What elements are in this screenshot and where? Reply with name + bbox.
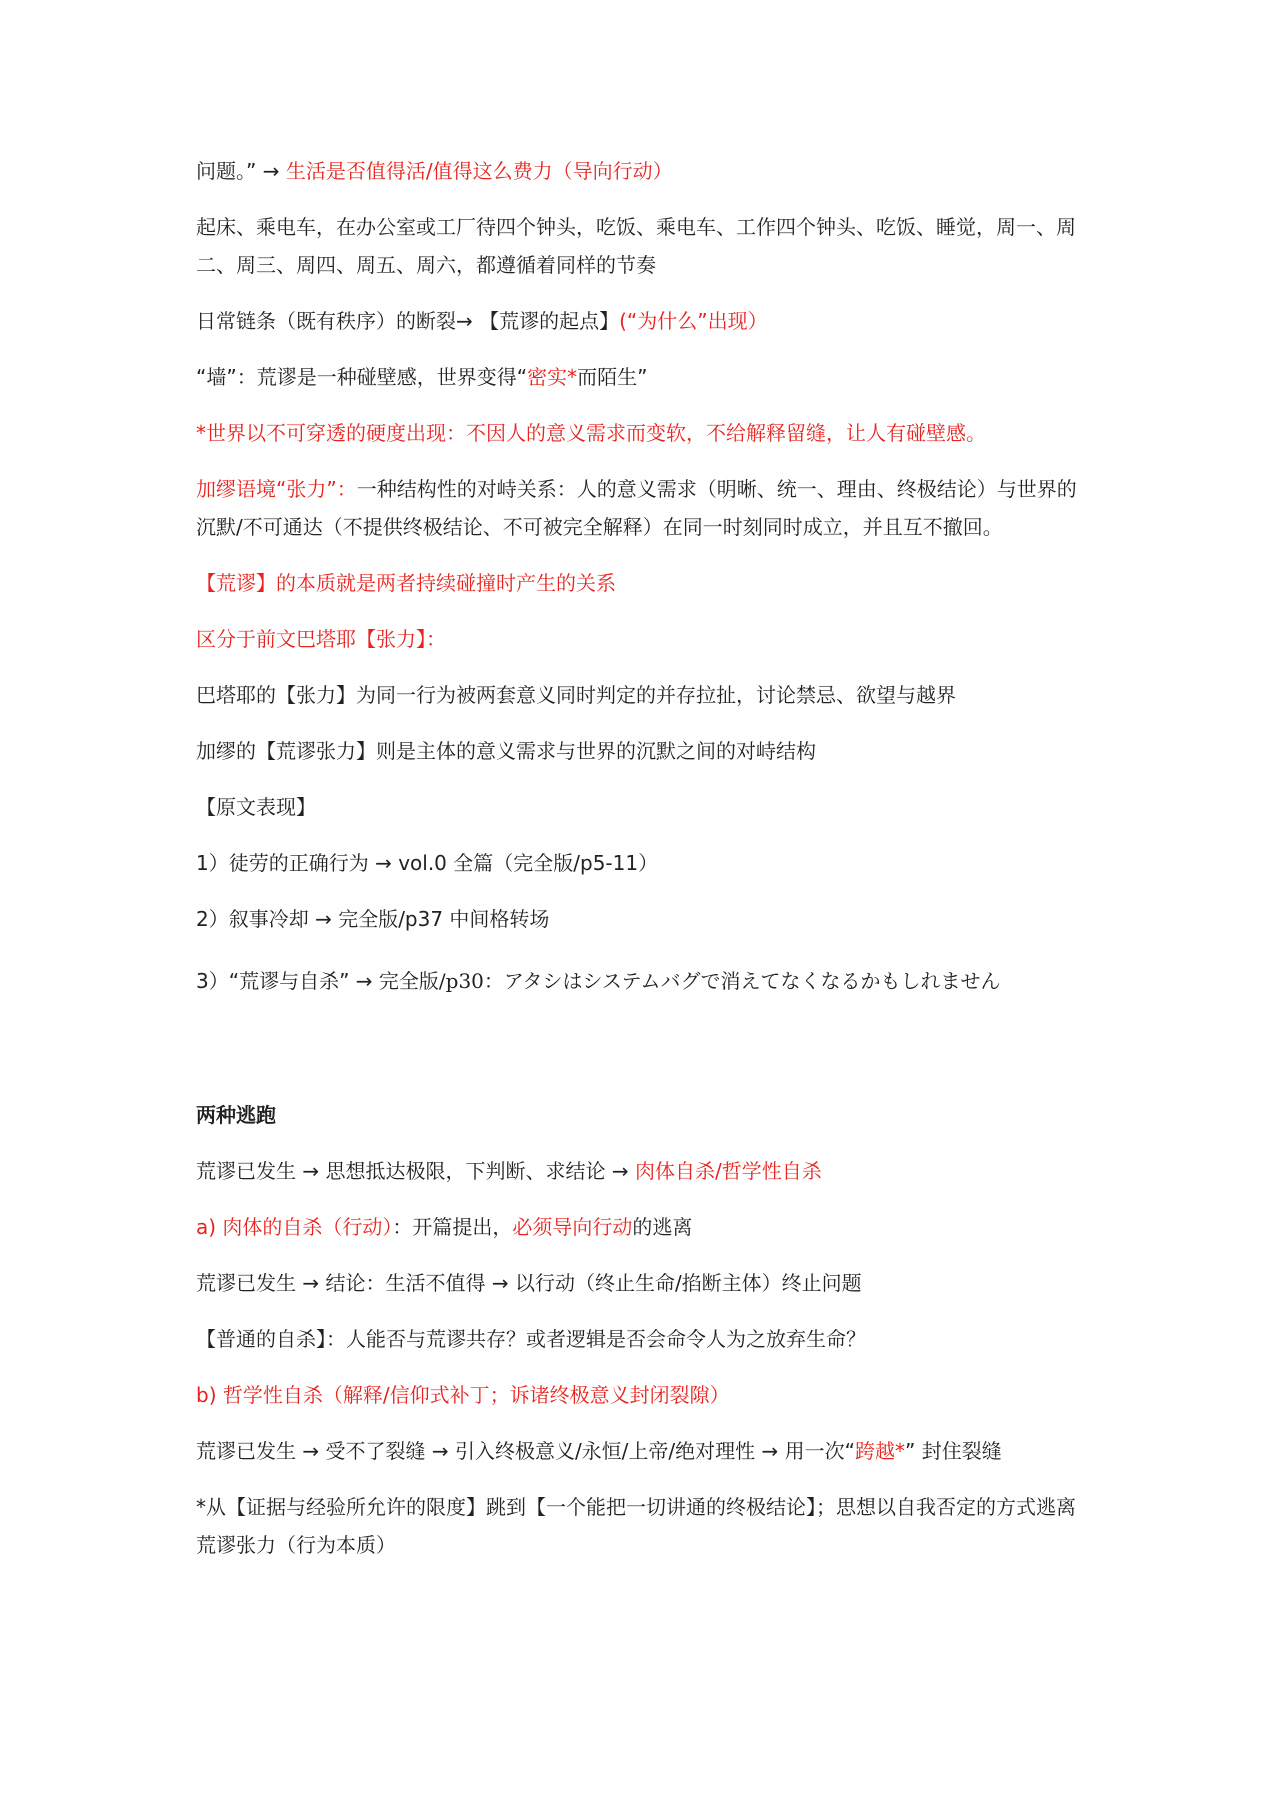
text-run: 的逃离 [632,1215,693,1239]
text-run: 1）徒劳的正确行为 → vol.0 全篇（完全版/p5-11） [196,851,659,875]
highlight-text: 跨越* [855,1439,905,1463]
text-run: 问题。” → [196,159,286,183]
text-run: 荒谬已发生 → 受不了裂缝 → 引入终极意义/永恒/上帝/绝对理性 → 用一次“ [196,1439,855,1463]
section-heading: 两种逃跑 [196,1103,276,1127]
paragraph-philosophical-suicide [196,1376,1080,1414]
text-run: 日常链条（既有秩序）的断裂→ 【荒谬的起点】 [196,309,620,333]
paragraph-camus-tension [196,470,1080,546]
text-run: ：开篇提出， [392,1215,513,1239]
highlight-text: b) 哲学性自杀（解释/信仰式补丁；诉诸终极意义封闭裂隙） [196,1383,730,1407]
highlight-text: 必须导向行动 [512,1215,633,1239]
highlight-text: 区分于前文巴塔耶【张力】： [196,627,446,651]
text-run: 2）叙事冷却 → 完全版/p37 中间格转场 [196,907,550,931]
text-run: “墙”：荒谬是一种碰壁感，世界变得“ [196,365,528,389]
paragraph-chain-break [196,302,1080,340]
highlight-text: 密实 [527,365,568,389]
highlight-text: *世界以不可穿透的硬度出现：不因人的意义需求而变软，不给解释留缝，让人有碰壁感。 [196,421,986,445]
paragraph-wall [196,358,1080,396]
paragraph-footnote-hardness [196,414,1080,452]
highlight-text: 加缪语境“张力”： [196,477,357,501]
paragraph-absurd-essence [196,564,1080,602]
highlight-text: a) 肉体的自杀（行动） [196,1215,393,1239]
footnote-marker: * [567,365,578,389]
paragraph-two-escapes [196,1152,1080,1190]
text-run: 荒谬已发生 → 结论：生活不值得 → 以行动（终止生命/掐断主体）终止问题 [196,1271,862,1295]
paragraph-ordinary-suicide [196,1320,1080,1358]
list-item-1 [196,844,1080,882]
paragraph-question [196,152,1080,190]
paragraph-conclusion-action [196,1264,1080,1302]
japanese-quote: 完全版/p30：アタシはシステムバグで消えてなくなるかもしれません [378,969,1001,993]
text-run: 起床、乘电车，在办公室或工厂待四个钟头，吃饭、乘电车、工作四个钟头、吃饭、睡觉，周一、周二、周三、周四、周五、周六，都遵循着同样的节奏 [196,215,1076,277]
text-run: 而陌生” [577,365,648,389]
paragraph-physical-suicide [196,1208,1080,1246]
text-run: 荒谬已发生 → 思想抵达极限，下判断、求结论 → [196,1159,635,1183]
paragraph-bataille-distinction [196,620,1080,658]
paragraph-footnote-leap [196,1488,1080,1564]
text-run: *从【证据与经验所允许的限度】跳到【一个能把一切讲通的终极结论】；思想以自我否定的方式逃离荒谬张力（行为本质） [196,1495,1076,1557]
paragraph-daily-routine [196,208,1080,284]
text-run: 【普通的自杀】：人能否与荒谬共存？或者逻辑是否会命令人为之放弃生命？ [196,1327,866,1351]
list-item-3 [196,962,1080,1000]
text-run: 巴塔耶的【张力】为同一行为被两套意义同时判定的并存拉扯，讨论禁忌、欲望与越界 [196,683,956,707]
text-run: ” 封住裂缝 [905,1439,1002,1463]
highlight-text: 【荒谬】的本质就是两者持续碰撞时产生的关系 [196,571,616,595]
highlight-text: 肉体自杀/哲学性自杀 [634,1159,822,1183]
paragraph-bataille-tension [196,676,1080,714]
text-run: 加缪的【荒谬张力】则是主体的意义需求与世界的沉默之间的对峙结构 [196,739,816,763]
list-item-2 [196,900,1080,938]
highlight-text: (“为什么”出现） [619,309,768,333]
paragraph-original-expression [196,788,1080,826]
paragraph-camus-absurd-tension [196,732,1080,770]
highlight-text: 生活是否值得活/值得这么费力（导向行动） [285,159,673,183]
text-run: 【原文表现】 [196,795,316,819]
text-run: 一种结构性的对峙关系：人的意义需求（明晰、统一、理由、终极结论）与世界的沉默/不可通达（不提供终极结论、不可被完全解释）在同一时刻同时成立，并且互不撤回。 [196,477,1077,539]
paragraph-leap [196,1432,1080,1470]
text-run: 3）“荒谬与自杀” → [196,969,379,993]
